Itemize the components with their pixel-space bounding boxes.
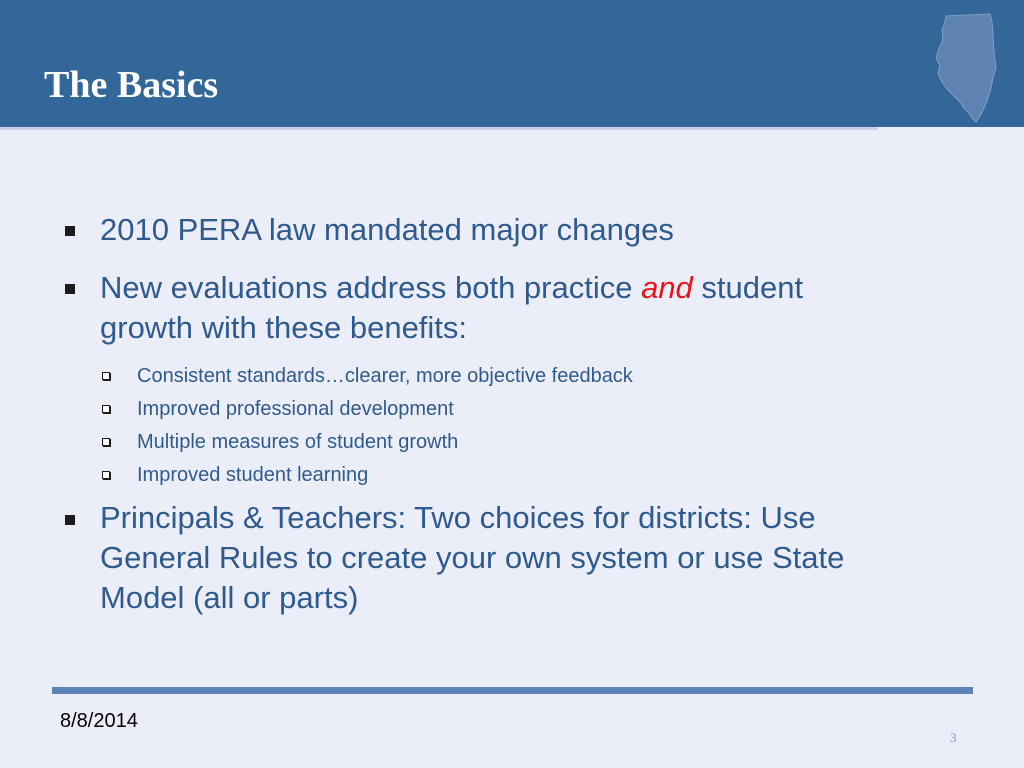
bullet-1: 2010 PERA law mandated major changes [100, 212, 674, 247]
sub-bullet-1: Consistent standards…clearer, more objective feedback [137, 365, 633, 387]
bullet-2 [100, 268, 900, 348]
footer-date: 8/8/2014 [60, 710, 138, 732]
sub-bullet-marker-4 [102, 471, 110, 479]
sub-bullet-marker-1 [102, 372, 110, 380]
sub-bullet-2: Improved professional development [137, 398, 454, 420]
footer-rule [52, 687, 973, 694]
bullet-marker-3 [65, 515, 75, 525]
sub-bullet-marker-3 [102, 438, 110, 446]
header-underline [0, 127, 878, 130]
sub-bullet-3: Multiple measures of student growth [137, 431, 459, 453]
bullet-2-text-before: New evaluations address both practice [100, 270, 642, 305]
sub-bullet-4: Improved student learning [137, 464, 369, 486]
bullet-2-text-after: student growth with these benefits: [100, 270, 804, 345]
bullet-3: Principals & Teachers: Two choices for districts: Use General Rules to create your own system or use State Model (all or parts) [100, 500, 845, 615]
bullet-marker-1 [65, 226, 75, 236]
illinois-state-icon [930, 12, 1010, 124]
slide-title: The Basics [44, 64, 219, 106]
slide-number: 3 [950, 730, 957, 745]
bullet-2-emphasis: and [641, 270, 693, 305]
bullet-marker-2 [65, 284, 75, 294]
sub-bullet-marker-2 [102, 405, 110, 413]
